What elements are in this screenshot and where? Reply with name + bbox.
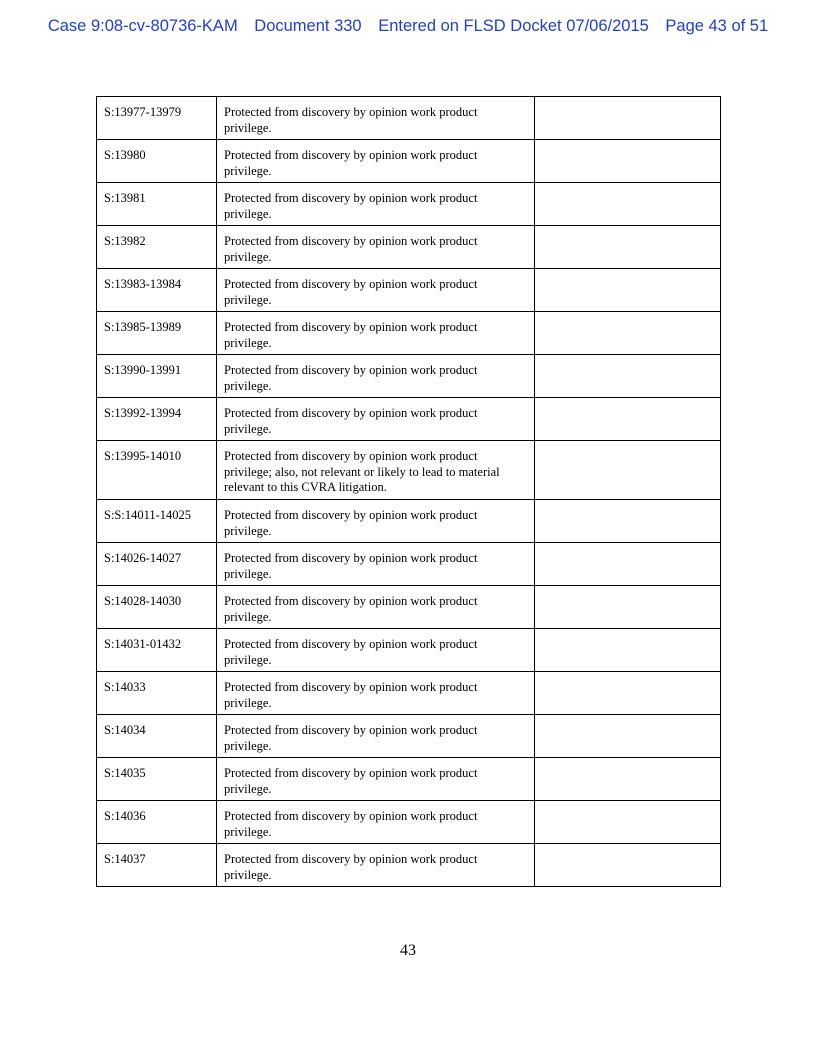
case-number: Case 9:08-cv-80736-KAM xyxy=(47,17,238,35)
objection-cell: Protected from discovery by opinion work product privilege. xyxy=(217,500,535,543)
objection-cell: Protected from discovery by opinion work product privilege. xyxy=(217,586,535,629)
notes-cell xyxy=(535,355,721,398)
table-row xyxy=(97,758,721,801)
table-row xyxy=(97,140,721,183)
bates-range-cell: S:S:14011-14025 xyxy=(97,500,217,543)
table-row xyxy=(97,500,721,543)
notes-cell xyxy=(535,97,721,140)
objection-cell: Protected from discovery by opinion work product privilege. xyxy=(217,226,535,269)
bates-range-cell: S:14026-14027 xyxy=(97,543,217,586)
objection-cell: Protected from discovery by opinion work product privilege. xyxy=(217,398,535,441)
table-row xyxy=(97,629,721,672)
table-row xyxy=(97,312,721,355)
notes-cell xyxy=(535,715,721,758)
table-row xyxy=(97,672,721,715)
table-row xyxy=(97,355,721,398)
table-row xyxy=(97,715,721,758)
notes-cell xyxy=(535,672,721,715)
objection-cell: Protected from discovery by opinion work product privilege. xyxy=(217,312,535,355)
bates-range-cell: S:13995-14010 xyxy=(97,441,217,500)
bates-range-cell: S:14031-01432 xyxy=(97,629,217,672)
table-row xyxy=(97,801,721,844)
notes-cell xyxy=(535,586,721,629)
bates-range-cell: S:13980 xyxy=(97,140,217,183)
notes-cell xyxy=(535,441,721,500)
table-row xyxy=(97,586,721,629)
table-row xyxy=(97,269,721,312)
objection-cell: Protected from discovery by opinion work product privilege. xyxy=(217,269,535,312)
bates-range-cell: S:13981 xyxy=(97,183,217,226)
page-of-total: Page 43 of 51 xyxy=(665,17,769,35)
document-number: Document 330 xyxy=(254,17,362,35)
notes-cell xyxy=(535,269,721,312)
docket-header xyxy=(0,17,816,36)
objection-cell: Protected from discovery by opinion work product privilege. xyxy=(217,543,535,586)
bates-range-cell: S:14036 xyxy=(97,801,217,844)
bates-range-cell: S:14028-14030 xyxy=(97,586,217,629)
bates-range-cell: S:13985-13989 xyxy=(97,312,217,355)
bates-range-cell: S:13982 xyxy=(97,226,217,269)
objection-cell: Protected from discovery by opinion work product privilege. xyxy=(217,758,535,801)
notes-cell xyxy=(535,140,721,183)
table-row xyxy=(97,226,721,269)
objection-cell: Protected from discovery by opinion work product privilege. xyxy=(217,355,535,398)
notes-cell xyxy=(535,398,721,441)
bates-range-cell: S:13983-13984 xyxy=(97,269,217,312)
objection-cell: Protected from discovery by opinion work product privilege. xyxy=(217,672,535,715)
notes-cell xyxy=(535,543,721,586)
bates-range-cell: S:14033 xyxy=(97,672,217,715)
bates-range-cell: S:13990-13991 xyxy=(97,355,217,398)
table-row xyxy=(97,441,721,500)
notes-cell xyxy=(535,183,721,226)
table-row xyxy=(97,183,721,226)
objection-cell: Protected from discovery by opinion work product privilege. xyxy=(217,715,535,758)
page-number: 43 xyxy=(400,942,416,959)
notes-cell xyxy=(535,629,721,672)
table-row xyxy=(97,398,721,441)
table-row xyxy=(97,97,721,140)
notes-cell xyxy=(535,500,721,543)
notes-cell xyxy=(535,312,721,355)
privilege-log-body xyxy=(97,97,721,887)
table-row xyxy=(97,543,721,586)
notes-cell xyxy=(535,844,721,887)
docket-entry-date: Entered on FLSD Docket 07/06/2015 xyxy=(378,17,649,35)
objection-cell: Protected from discovery by opinion work product privilege. xyxy=(217,844,535,887)
table-row xyxy=(97,844,721,887)
objection-cell: Protected from discovery by opinion work product privilege; also, not relevant or likely to lead to material relevant to this CVRA litigation. xyxy=(217,441,535,500)
notes-cell xyxy=(535,801,721,844)
objection-cell: Protected from discovery by opinion work product privilege. xyxy=(217,97,535,140)
objection-cell: Protected from discovery by opinion work product privilege. xyxy=(217,629,535,672)
notes-cell xyxy=(535,758,721,801)
bates-range-cell: S:14035 xyxy=(97,758,217,801)
notes-cell xyxy=(535,226,721,269)
objection-cell: Protected from discovery by opinion work product privilege. xyxy=(217,801,535,844)
bates-range-cell: S:13992-13994 xyxy=(97,398,217,441)
bates-range-cell: S:14034 xyxy=(97,715,217,758)
objection-cell: Protected from discovery by opinion work product privilege. xyxy=(217,183,535,226)
objection-cell: Protected from discovery by opinion work product privilege. xyxy=(217,140,535,183)
privilege-log-table xyxy=(96,96,721,887)
bates-range-cell: S:14037 xyxy=(97,844,217,887)
bates-range-cell: S:13977-13979 xyxy=(97,97,217,140)
